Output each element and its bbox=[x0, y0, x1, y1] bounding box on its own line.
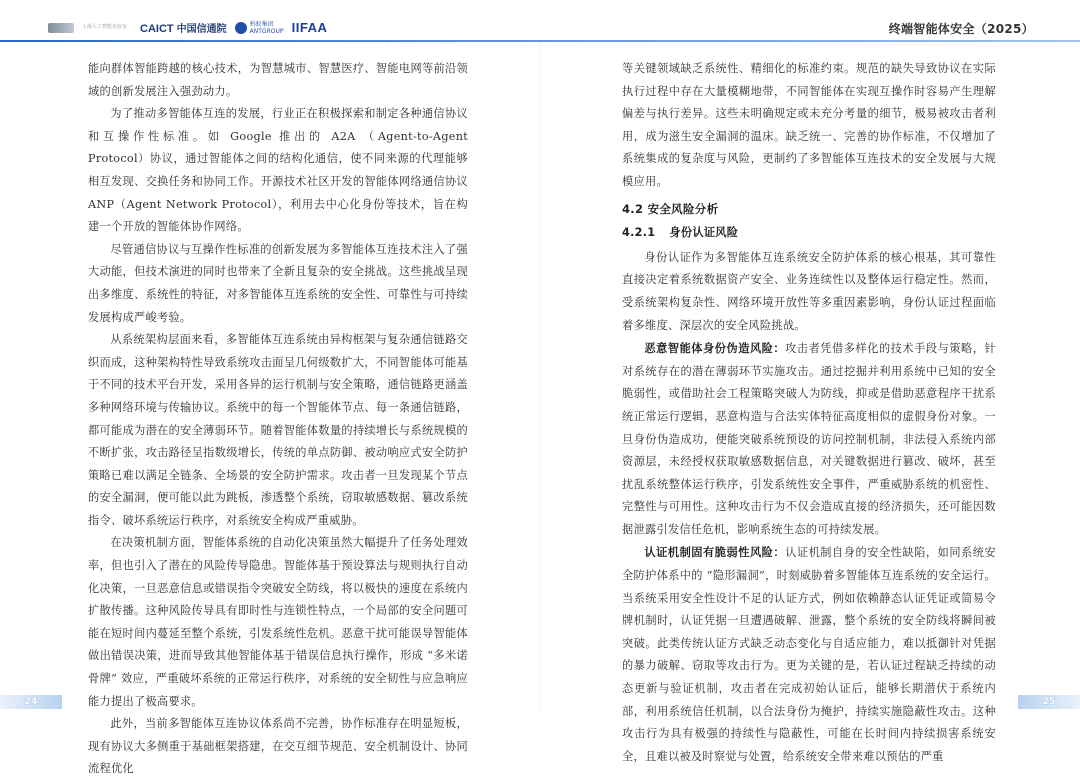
shanghai-ai-lab-logo-text: 上海人工智能实验室 bbox=[82, 24, 128, 30]
right-page-body bbox=[622, 58, 996, 768]
ant-group-logo: 蚂蚁集团 ANTGROUP bbox=[235, 21, 284, 35]
page-gutter bbox=[539, 42, 541, 710]
paragraph bbox=[622, 337, 996, 541]
paragraph-body: 攻击者凭借多样化的技术手段与策略，针对系统存在的潜在薄弱环节实施攻击。通过挖掘并利用系统中已知的安全脆弱性，或借助社会工程策略突破人为防线，抑或是借助恶意程序干扰系统正常运行逻辑，恶意构造与合法实体特征高度相似的虚假身份对象。一旦身份伪造成功，便能突破系统预设的访问控制机制，非法侵入系统内部资源层，未经授权获取敏感数据信息，对关键数据进行篡改、破坏，甚至扰乱系统整体运行秩序，引发系统性安全事件，严重威胁系统的机密性、完整性与可用性。这种攻击行为不仅会造成直接的经济损失，还可能因数据泄露引发信任危机，影响系统生态的可持续发展。 bbox=[622, 342, 996, 536]
paragraph: 身份认证作为多智能体互连系统安全防护体系的核心根基，其可靠性直接决定着系统数据资产安全、业务连续性以及整体运行稳定性。然而，受系统架构复杂性、网络环境开放性等多重因素影响，身份认证过程面临着多维度、深层次的安全风险挑战。 bbox=[622, 250, 996, 332]
paragraph: 在决策机制方面，智能体系统的自动化决策虽然大幅提升了任务处理效率，但也引入了潜在的风险传导隐患。智能体基于预设算法与规则执行自动化决策，一旦恶意信息或错误指令突破安全防线，将以极快的速度在系统内扩散传播。这种风险传导具有即时性与连锁性特点，一个局部的安全问题可能在短时间内蔓延至整个系统，引发系统性危机。恶意干扰可能误导智能体做出错误决策，进而导致其他智能体基于错误信息执行操作，形成 “多米诺骨牌” 效应，严重破坏系统的正常运行秩序，对系统的安全韧性与应急响应能力提出了极高要求。 bbox=[88, 536, 468, 708]
section-heading: 4.2 安全风险分析 bbox=[622, 201, 719, 216]
header-logos bbox=[48, 20, 327, 35]
subsection-heading bbox=[622, 222, 996, 245]
shanghai-ai-lab-logo-icon bbox=[48, 23, 74, 33]
paragraph: 为了推动多智能体互连的发展，行业正在积极探索和制定各种通信协议和互操作性标准。如 Google 推出的 A2A （Agent-to-Agent Protocol）协议，通过智能体之间的结构化通信，使不同来源的代理能够相互发现、交换任务和协同工作。开源技术社区开发的智能体网络通信协议 ANP（Agent Network Protocol），利用去中心化身份等技术，旨在构建一个开放的智能体协作网络。 bbox=[88, 107, 468, 234]
page-header bbox=[0, 0, 1080, 42]
subsection-title: 身份认证风险 bbox=[669, 226, 739, 240]
left-page-body bbox=[88, 58, 468, 781]
paragraph bbox=[622, 541, 996, 768]
page-number: 25 bbox=[1042, 697, 1056, 707]
page-number: 24 bbox=[24, 697, 38, 707]
document-title: 终端智能体安全（2025） bbox=[888, 22, 1034, 36]
paragraph: 此外，当前多智能体互连协议体系尚不完善，协作标准存在明显短板，现有协议大多侧重于基础框架搭建，在交互细节规范、安全机制设计、协同流程优化 bbox=[88, 717, 468, 776]
subsection-number: 4.2.1 bbox=[622, 226, 656, 240]
ant-group-logo-icon bbox=[235, 22, 247, 34]
paragraph: 从系统架构层面来看，多智能体互连系统由异构框架与复杂通信链路交织而成，这种架构特性导致系统攻击面呈几何级数扩大，不同智能体可能基于不同的技术平台开发，采用各异的运行机制与安全策略，通信链路更涵盖多种网络环境与传输协议。系统中的每一个智能体节点、每一条通信链路，都可能成为潜在的安全薄弱环节。随着智能体数量的持续增长与系统规模的不断扩张，攻击路径呈指数级增长，传统的单点防御、被动响应式安全防护策略已难以满足全链条、全场景的安全防护需求。攻击者一旦发现某个节点的安全漏洞，便可能以此为跳板，渗透整个系统，窃取敏感数据、篡改系统指令、破坏系统运行秩序，对系统安全构成严重威胁。 bbox=[88, 333, 468, 527]
paragraph-lead: 认证机制固有脆弱性风险： bbox=[644, 545, 786, 560]
paragraph: 等关键领域缺乏系统性、精细化的标准约束。规范的缺失导致协议在实际执行过程中存在大量模糊地带，不同智能体在实现互操作时容易产生理解偏差与执行差异。这些未明确规定或未充分考量的细节，极易被攻击者利用，成为滋生安全漏洞的温床。缺乏统一、完善的协作标准，不仅增加了系统集成的复杂度与风险，更制约了多智能体互连技术的安全发展与大规模应用。 bbox=[622, 62, 996, 188]
caict-logo: CAICT 中国信通院 bbox=[140, 23, 227, 35]
paragraph-lead: 恶意智能体身份伪造风险： bbox=[644, 341, 786, 356]
left-page-footer bbox=[0, 695, 62, 709]
paragraph: 能向群体智能跨越的核心技术，为智慧城市、智慧医疗、智能电网等前沿领域的创新发展注入强劲动力。 bbox=[88, 62, 468, 98]
iifaa-logo: IIFAA bbox=[291, 20, 328, 35]
paragraph-body: 认证机制自身的安全性缺陷，如同系统安全防护体系中的 “隐形漏洞”，时刻威胁着多智能体互连系统的安全运行。当系统采用安全性设计不足的认证方式，例如依赖静态认证凭证或简易令牌机制时，认证凭据一旦遭遇破解、泄露，整个系统的安全防线将瞬间被突破。此类传统认证方式缺乏动态变化与自适应能力，难以抵御针对凭据的暴力破解、窃取等攻击行为。更为关键的是，若认证过程缺乏持续的动态更新与验证机制，攻击者在完成初始认证后，能够长期潜伏于系统内部，利用系统信任机制，以合法身份为掩护，持续实施隐蔽性攻击。这种攻击行为具有极强的持续性与隐蔽性，可能在长时间内持续损害系统安全，且难以被及时察觉与处置，给系统安全带来难以预估的严重 bbox=[622, 546, 996, 763]
right-page-footer bbox=[1018, 695, 1080, 709]
paragraph: 尽管通信协议与互操作性标准的创新发展为多智能体互连技术注入了强大动能，但技术演进的同时也带来了全新且复杂的安全挑战。这些挑战呈现出多维度、系统性的特征，对多智能体互连系统的安全性、可靠性与可持续发展构成严峻考验。 bbox=[88, 242, 468, 324]
